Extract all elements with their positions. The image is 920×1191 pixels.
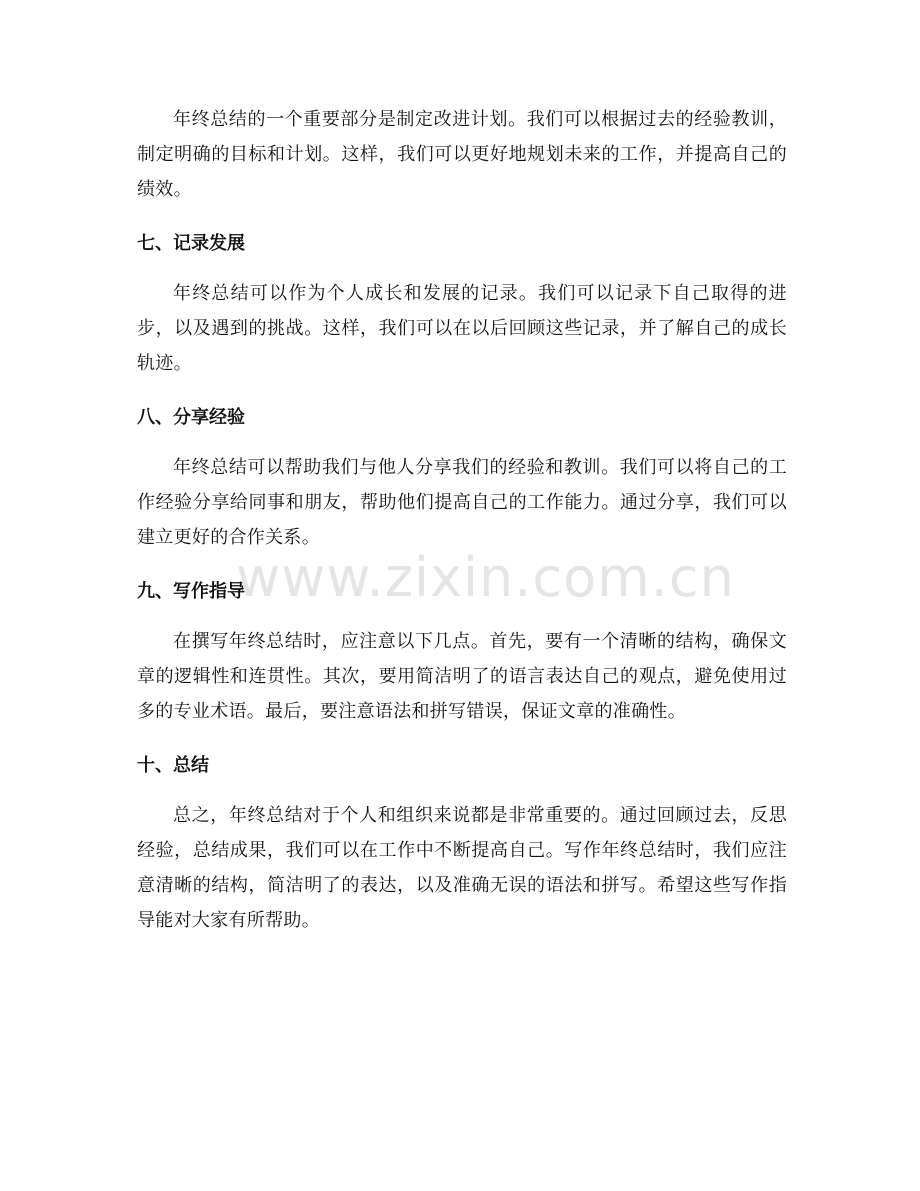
intro-paragraph: 年终总结的一个重要部分是制定改进计划。我们可以根据过去的经验教训，制定明确的目标和计划。这样，我们可以更好地规划未来的工作，并提高自己的绩效。	[137, 109, 787, 200]
watermark: www.zixin.com.cn	[236, 546, 735, 609]
section-heading-summary: 十、总结	[137, 755, 209, 776]
section-heading-writing-guidance: 九、写作指导	[137, 581, 245, 602]
section-body-summary: 总之，年终总结对于个人和组织来说都是非常重要的。通过回顾过去，反思经验，总结成果，我们可以在工作中不断提高自己。写作年终总结时，我们应注意清晰的结构，简洁明了的表达，以及准确无误的语法和拼写。希望这些写作指导能对大家有所帮助。	[137, 805, 787, 931]
section-body-record-development: 年终总结可以作为个人成长和发展的记录。我们可以记录下自己取得的进步，以及遇到的挑战。这样，我们可以在以后回顾这些记录，并了解自己的成长轨迹。	[137, 283, 787, 374]
section-body-writing-guidance: 在撰写年终总结时，应注意以下几点。首先，要有一个清晰的结构，确保文章的逻辑性和连贯性。其次，要用简洁明了的语言表达自己的观点，避免使用过多的专业术语。最后，要注意语法和拼写错误，保证文章的准确性。	[137, 631, 787, 722]
document-page	[137, 102, 787, 960]
section-heading-record-development: 七、记录发展	[137, 233, 245, 254]
section-body-share-experience: 年终总结可以帮助我们与他人分享我们的经验和教训。我们可以将自己的工作经验分享给同事和朋友，帮助他们提高自己的工作能力。通过分享，我们可以建立更好的合作关系。	[137, 457, 787, 548]
section-heading-share-experience: 八、分享经验	[137, 407, 245, 428]
